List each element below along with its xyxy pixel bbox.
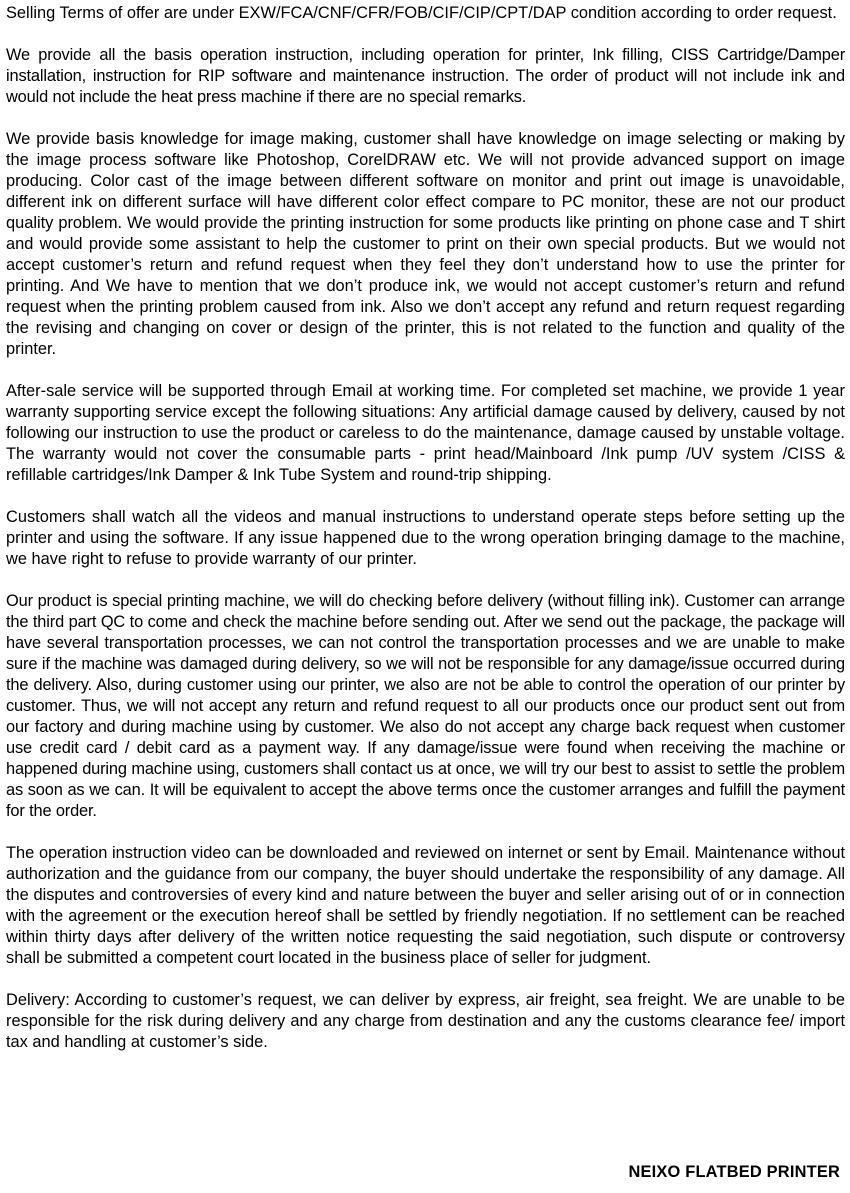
paragraph-after-sale-service: After-sale service will be supported through Email at working time. For completed set machine, we provide 1 year warranty supporting service except the following situations: Any artificial damage caused by delivery, caused by not following our instruction to use the product or careless to do the maintenance, damage caused by unstable voltage. The warranty would not cover the consumable parts - print head/Mainboard /Ink pump /UV system /CISS & refillable cartridges/Ink Damper & Ink Tube System and round-trip shipping. <box>6 382 845 484</box>
paragraph-customer-instructions: Customers shall watch all the videos and manual instructions to understand operate steps before setting up the printer and using the software. If any issue happened due to the wrong operation bringing damage to the machine, we have right to refuse to provide warranty of our printer. <box>6 508 845 568</box>
paragraph-disputes: The operation instruction video can be downloaded and reviewed on internet or sent by Email. Maintenance without authorization and the guidance from our company, the buyer should undertake the responsibility of any damage. All the disputes and controversies of every kind and nature between the buyer and seller arising out of or in connection with the agreement or the execution hereof shall be settled by friendly negotiation. If no settlement can be reached within thirty days after delivery of the written notice requesting the said negotiation, such dispute or controversy shall be submitted a competent court located in the business place of seller for judgment. <box>6 844 845 967</box>
paragraph-operation-instruction: We provide all the basis operation instruction, including operation for printer, Ink filling, CISS Cartridge/Damper installation, instruction for RIP software and maintenance instruction. The order of product will not include ink and would not include the heat press machine if there are no special remarks. <box>6 46 845 106</box>
company-signature: NEIXO FLATBED PRINTER <box>628 1163 840 1181</box>
paragraph-image-making: We provide basis knowledge for image making, customer shall have knowledge on image selecting or making by the image process software like Photoshop, CorelDRAW etc. We will not provide advanced support on image producing. Color cast of the image between different software on monitor and print out image is unavoidable, different ink on different surface will have different color effect compare to PC monitor, these are not our product quality problem. We would provide the printing instruction for some products like printing on phone case and T shirt and would provide some assistant to help the customer to print on their own special products. But we would not accept customer’s return and refund request when they feel they don’t understand how to use the printer for printing. And We have to mention that we don’t produce ink, we would not accept customer’s return and refund request when the printing problem caused from ink. Also we don’t accept any refund and return request regarding the revising and changing on cover or design of the printer, this is not related to the function and quality of the printer. <box>6 130 845 358</box>
paragraph-delivery-checking: Our product is special printing machine, we will do checking before delivery (without filling ink). Customer can arrange the third part QC to come and check the machine before sending out. After we send out the package, the package will have several transportation processes, we can not control the transportation processes and we are unable to make sure if the machine was damaged during delivery, so we will not be responsible for any damage/issue occurred during the delivery. Also, during customer using our printer, we also are not be able to control the operation of our printer by customer. Thus, we will not accept any return and refund request to all our products once our product sent out from our factory and during machine using by customer. We also do not accept any charge back request when customer use credit card / debit card as a payment way. If any damage/issue were found when receiving the machine or happened during machine using, customers shall contact us at once, we will try our best to assist to settle the problem as soon as we can. It will be equivalent to accept the above terms once the customer arranges and fulfill the payment for the order. <box>6 592 845 820</box>
paragraph-selling-terms: Selling Terms of offer are under EXW/FCA/CNF/CFR/FOB/CIF/CIP/CPT/DAP condition according to order request. <box>6 4 837 22</box>
terms-document <box>6 3 845 1074</box>
paragraph-delivery: Delivery: According to customer’s request, we can deliver by express, air freight, sea freight. We are unable to be responsible for the risk during delivery and any charge from destination and any the customs clearance fee/ import tax and handling at customer’s side. <box>6 991 845 1051</box>
